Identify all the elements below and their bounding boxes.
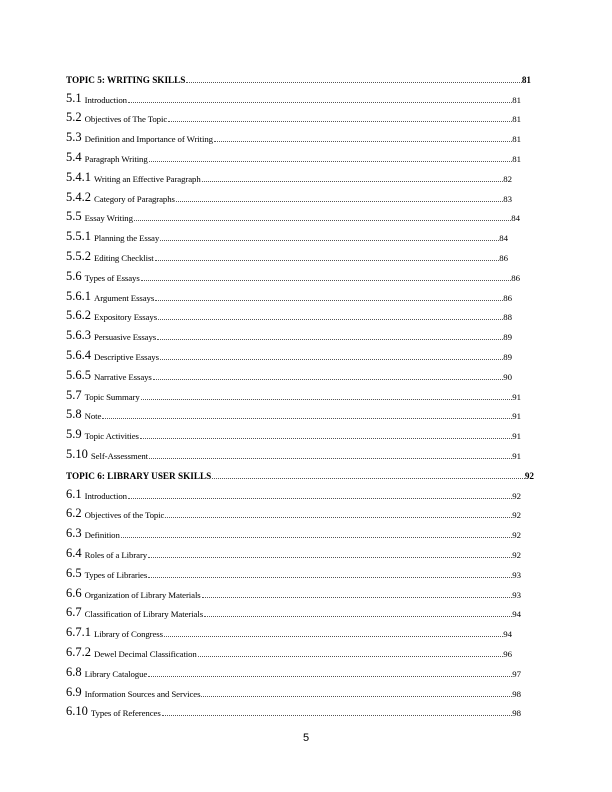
dot-leader [186,82,521,83]
toc-page-number: 89 [503,332,512,343]
toc-page-number: 81 [512,153,521,164]
toc-page-number: 84 [511,213,520,224]
toc-entry [66,127,536,147]
toc-entry [66,622,536,642]
toc-entry-number: 5.6.3 [66,328,91,343]
dot-leader [121,537,512,538]
toc-page-number: 81 [521,74,531,85]
toc-entry-title: Essay Writing [84,213,133,224]
toc-entry-number: 6.10 [66,704,88,719]
toc-page-number: 92 [512,549,521,560]
dot-leader [128,102,512,103]
toc-entry [66,504,536,524]
toc-entry-title: Argument Essays [94,292,155,303]
dot-leader [155,260,500,261]
toc-page-number: 91 [512,391,521,402]
toc-entry-number: 6.1 [66,486,82,501]
dot-leader [148,577,512,578]
toc-page-number: 86 [499,252,508,263]
toc-entry-number: 5.9 [66,427,82,442]
toc-entry-title: Classification of Library Materials [84,609,204,620]
toc-entry-number: 5.1 [66,90,82,105]
toc-page-number: 86 [503,292,512,303]
dot-leader [212,478,525,479]
toc-page-number: 93 [512,569,521,580]
dot-leader [160,359,503,360]
dot-leader [155,300,503,301]
dot-leader [164,636,503,637]
toc-entry [66,266,536,286]
toc-page-number: 91 [512,450,521,461]
toc-entry [66,345,536,365]
toc-entry [66,226,536,246]
dot-leader [204,616,512,617]
toc-entry-title: Objectives of The Topic [84,114,168,125]
dot-leader [149,458,512,459]
toc-entry-number: 5.5 [66,209,82,224]
toc-entry-number: 6.8 [66,664,82,679]
toc-page-number: 92 [512,490,521,501]
toc-entry [66,405,536,425]
dot-leader [158,319,503,320]
dot-leader [165,517,512,518]
toc-entry-title: Topic Activities [84,431,139,442]
toc-entry [66,187,536,207]
toc-page-number: 96 [503,648,512,659]
toc-entry-number: 6.4 [66,545,82,560]
dot-leader [168,121,512,122]
toc-page-number: 92 [512,530,521,541]
toc-entry-title: Objectives of the Topic [84,510,165,521]
toc-entry-number: 5.8 [66,407,82,422]
toc-entry-title: Paragraph Writing [84,153,148,164]
toc-topic-title: TOPIC 6: LIBRARY USER SKILLS [66,470,212,481]
toc-entry-title: Topic Summary [84,391,140,402]
toc-entry [66,702,536,722]
toc-entry-title: Library of Congress [94,629,163,640]
toc-page-number: 91 [512,431,521,442]
toc-entry-title: Roles of a Library [84,549,148,560]
toc-entry-title: Category of Paragraphs [94,193,175,204]
toc-entry [66,246,536,266]
dot-leader [176,201,503,202]
toc-page-number: 92 [524,470,534,481]
toc-entry-title: Definition and Importance of Writing [84,134,213,145]
toc-page-number: 92 [512,510,521,521]
toc-entry-title: Persuasive Essays [94,332,157,343]
toc-entry-number: 5.6.5 [66,367,91,382]
toc-page-number: 98 [512,688,521,699]
toc-entry [66,682,536,702]
toc-page-number: 81 [512,94,521,105]
toc-entry-title: Organization of Library Materials [84,589,201,600]
toc-entry [66,642,536,662]
toc-page-number: 97 [512,668,521,679]
toc-page-number: 81 [512,134,521,145]
toc-entry [66,662,536,682]
toc-entry [66,167,536,187]
toc-entry-number: 5.4.1 [66,169,91,184]
toc-entry [66,523,536,543]
toc-entry [66,444,536,464]
dot-leader [160,240,499,241]
dot-leader [141,280,512,281]
toc-entry-title: Expository Essays [94,312,158,323]
toc-page-number: 89 [503,351,512,362]
dot-leader [202,181,504,182]
toc-page-number: 90 [503,371,512,382]
toc-page-number: 98 [512,708,521,719]
toc-entry-number: 5.5.2 [66,248,91,263]
toc-entry [66,583,536,603]
toc-entry-number: 5.6.1 [66,288,91,303]
toc-entry [66,306,536,326]
toc-topic-heading [66,464,536,484]
toc-page-number: 86 [511,272,520,283]
dot-leader [128,498,512,499]
toc-page-number: 84 [499,233,508,244]
toc-entry-title: Introduction [84,94,127,105]
toc-entry-title: Library Catalogue [84,668,148,679]
dot-leader [134,220,511,221]
toc-entry [66,385,536,405]
toc-entry [66,424,536,444]
toc-page-number: 93 [512,589,521,600]
toc-entry-number: 5.3 [66,130,82,145]
toc-page-number: 83 [503,193,512,204]
toc-entry-title: Writing an Effective Paragraph [94,173,201,184]
dot-leader [214,141,512,142]
toc-entry [66,207,536,227]
toc-entry-number: 5.4.2 [66,189,91,204]
toc-entry-title: Definition [84,530,120,541]
toc-page-number: 82 [503,173,512,184]
toc-entry-number: 5.6 [66,268,82,283]
dot-leader [148,676,512,677]
toc-page-number: 88 [503,312,512,323]
toc-entry [66,286,536,306]
toc-topic-heading [66,68,536,88]
toc-entry-title: Editing Checklist [94,252,154,263]
toc-entry-number: 6.6 [66,585,82,600]
toc-entry-title: Self-Assessment [90,450,149,461]
page-number: 5 [302,732,310,744]
toc-page-number: 91 [512,411,521,422]
toc-entry [66,365,536,385]
dot-leader [141,399,513,400]
dot-leader [157,339,503,340]
toc-topic-title: TOPIC 5: WRITING SKILLS [66,74,186,85]
dot-leader [153,379,503,380]
toc-entry [66,563,536,583]
toc-entry-title: Descriptive Essays [94,351,159,362]
toc-entry-number: 6.3 [66,526,82,541]
toc-entry-number: 6.5 [66,565,82,580]
toc-page-number: 81 [512,114,521,125]
toc-page-number: 94 [512,609,521,620]
dot-leader [162,715,513,716]
toc-entry-title: Types of References [90,708,161,719]
table-of-contents [66,68,536,721]
dot-leader [140,438,512,439]
toc-entry-title: Planning the Essay [94,233,160,244]
dot-leader [201,696,512,697]
toc-entry-number: 6.7 [66,605,82,620]
toc-entry-title: Information Sources and Services [84,688,201,699]
dot-leader [149,161,513,162]
toc-entry-number: 6.2 [66,506,82,521]
toc-entry [66,108,536,128]
toc-entry-title: Note [84,411,102,422]
toc-entry-title: Dewel Decimal Classification [94,648,197,659]
toc-entry-title: Narrative Essays [94,371,152,382]
toc-entry [66,543,536,563]
toc-entry-title: Types of Essays [84,272,140,283]
toc-entry-number: 6.9 [66,684,82,699]
toc-entry-title: Introduction [84,490,127,501]
dot-leader [198,656,503,657]
toc-entry-number: 5.6.2 [66,308,91,323]
toc-entry-number: 6.7.2 [66,644,91,659]
toc-entry [66,88,536,108]
toc-entry-number: 5.6.4 [66,347,91,362]
dot-leader [202,597,513,598]
toc-entry [66,325,536,345]
toc-entry [66,603,536,623]
dot-leader [102,418,512,419]
toc-entry-title: Types of Libraries [84,569,148,580]
toc-entry-number: 5.4 [66,149,82,164]
toc-entry-number: 5.5.1 [66,229,91,244]
dot-leader [148,557,512,558]
toc-entry-number: 5.10 [66,446,88,461]
toc-page-number: 94 [503,629,512,640]
toc-entry [66,147,536,167]
toc-entry-number: 6.7.1 [66,625,91,640]
toc-entry [66,484,536,504]
toc-entry-number: 5.7 [66,387,82,402]
toc-entry-number: 5.2 [66,110,82,125]
